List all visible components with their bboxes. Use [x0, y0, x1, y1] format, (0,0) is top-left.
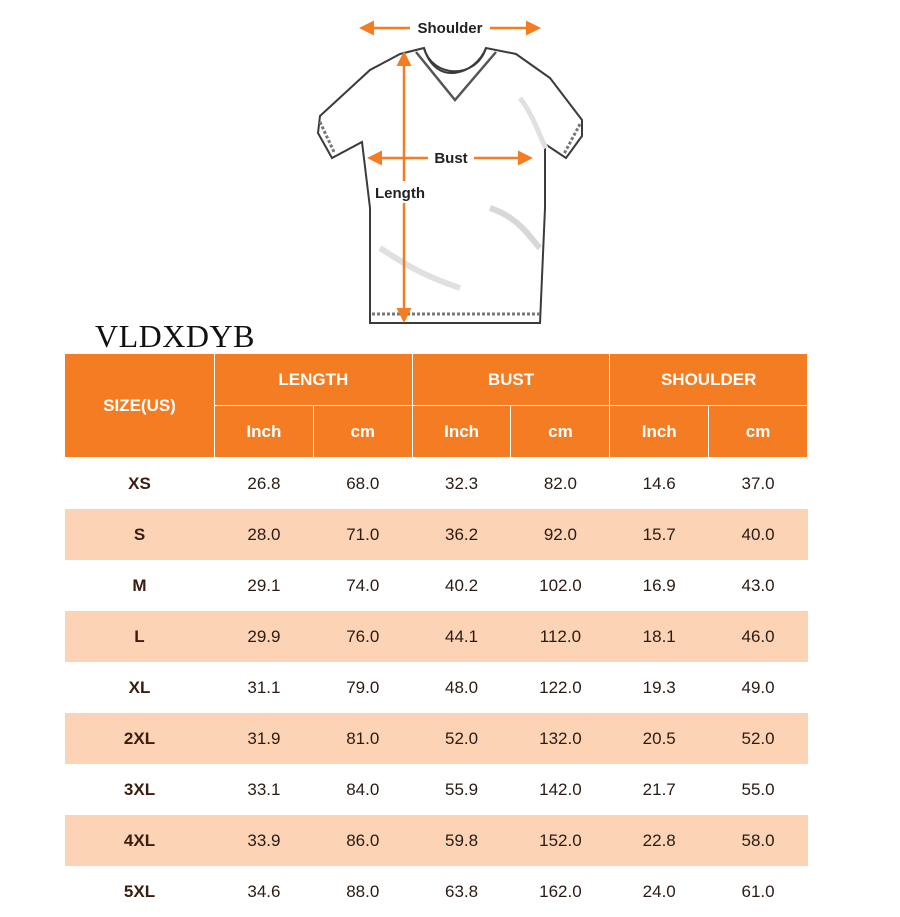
measurement-cell: 31.9 [215, 713, 314, 764]
measurement-cell: 92.0 [511, 509, 610, 560]
size-chart-table [64, 353, 808, 917]
measurement-cell: 84.0 [313, 764, 412, 815]
measurement-cell: 40.0 [709, 509, 808, 560]
size-cell: XS [65, 458, 215, 510]
measurement-cell: 33.9 [215, 815, 314, 866]
table-row [65, 815, 808, 866]
measurement-cell: 44.1 [412, 611, 511, 662]
measurement-cell: 15.7 [610, 509, 709, 560]
tshirt-measurement-figure [290, 8, 620, 348]
measurement-cell: 63.8 [412, 866, 511, 917]
size-cell: S [65, 509, 215, 560]
unit-header: Inch [412, 406, 511, 458]
measurement-cell: 52.0 [709, 713, 808, 764]
length-header: LENGTH [215, 354, 413, 406]
measurement-cell: 112.0 [511, 611, 610, 662]
measurement-cell: 18.1 [610, 611, 709, 662]
measurement-cell: 81.0 [313, 713, 412, 764]
tshirt-icon [318, 48, 582, 323]
measurement-cell: 16.9 [610, 560, 709, 611]
measurement-cell: 21.7 [610, 764, 709, 815]
size-cell: M [65, 560, 215, 611]
measurement-cell: 36.2 [412, 509, 511, 560]
measurement-cell: 43.0 [709, 560, 808, 611]
measurement-cell: 142.0 [511, 764, 610, 815]
measurement-cell: 24.0 [610, 866, 709, 917]
unit-header: Inch [610, 406, 709, 458]
size-header: SIZE(US) [65, 354, 215, 458]
measurement-cell: 79.0 [313, 662, 412, 713]
measurement-cell: 19.3 [610, 662, 709, 713]
size-cell: 2XL [65, 713, 215, 764]
size-cell: L [65, 611, 215, 662]
table-row [65, 560, 808, 611]
measurement-cell: 68.0 [313, 458, 412, 510]
measurement-cell: 88.0 [313, 866, 412, 917]
measurement-cell: 37.0 [709, 458, 808, 510]
measurement-cell: 14.6 [610, 458, 709, 510]
measurement-cell: 46.0 [709, 611, 808, 662]
measurement-cell: 52.0 [412, 713, 511, 764]
unit-header: cm [511, 406, 610, 458]
size-cell: 4XL [65, 815, 215, 866]
table-row [65, 611, 808, 662]
measurement-cell: 74.0 [313, 560, 412, 611]
measurement-cell: 61.0 [709, 866, 808, 917]
unit-header: cm [313, 406, 412, 458]
size-cell: 5XL [65, 866, 215, 917]
table-row [65, 713, 808, 764]
measurement-cell: 29.1 [215, 560, 314, 611]
shoulder-label: Shoulder [417, 20, 483, 37]
bust-header: BUST [412, 354, 610, 406]
measurement-cell: 59.8 [412, 815, 511, 866]
measurement-cell: 48.0 [412, 662, 511, 713]
table-header-row [65, 354, 808, 406]
measurement-cell: 28.0 [215, 509, 314, 560]
size-cell: 3XL [65, 764, 215, 815]
measurement-cell: 122.0 [511, 662, 610, 713]
unit-header: cm [709, 406, 808, 458]
measurement-cell: 40.2 [412, 560, 511, 611]
measurement-cell: 152.0 [511, 815, 610, 866]
measurement-cell: 71.0 [313, 509, 412, 560]
measurement-cell: 31.1 [215, 662, 314, 713]
measurement-cell: 58.0 [709, 815, 808, 866]
measurement-cell: 55.0 [709, 764, 808, 815]
length-label: Length [375, 185, 425, 202]
measurement-cell: 132.0 [511, 713, 610, 764]
table-row [65, 662, 808, 713]
measurement-cell: 22.8 [610, 815, 709, 866]
measurement-cell: 29.9 [215, 611, 314, 662]
table-row [65, 509, 808, 560]
measurement-cell: 82.0 [511, 458, 610, 510]
measurement-cell: 33.1 [215, 764, 314, 815]
measurement-cell: 102.0 [511, 560, 610, 611]
measurement-cell: 26.8 [215, 458, 314, 510]
size-cell: XL [65, 662, 215, 713]
measurement-cell: 34.6 [215, 866, 314, 917]
table-row [65, 866, 808, 917]
table-row [65, 458, 808, 510]
measurement-cell: 55.9 [412, 764, 511, 815]
bust-label: Bust [434, 150, 468, 167]
measurement-cell: 76.0 [313, 611, 412, 662]
table-row [65, 764, 808, 815]
shoulder-header: SHOULDER [610, 354, 808, 406]
unit-header: Inch [215, 406, 314, 458]
brand-name: VLDXDYB [95, 318, 255, 354]
measurement-cell: 86.0 [313, 815, 412, 866]
measurement-cell: 162.0 [511, 866, 610, 917]
measurement-cell: 20.5 [610, 713, 709, 764]
measurement-cell: 32.3 [412, 458, 511, 510]
measurement-cell: 49.0 [709, 662, 808, 713]
